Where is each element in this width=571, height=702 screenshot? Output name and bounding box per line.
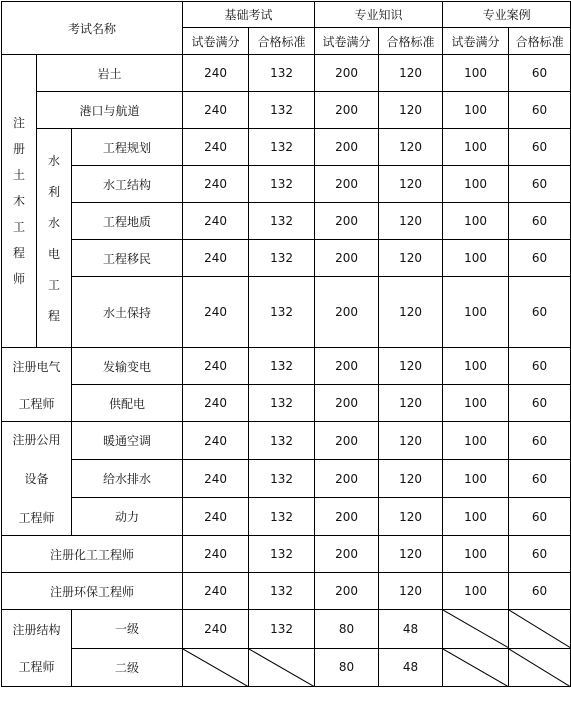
cell-value: 240 bbox=[183, 92, 249, 129]
empty-diagonal-cell bbox=[509, 648, 571, 687]
cell-value: 240 bbox=[183, 203, 249, 240]
cell-value: 240 bbox=[183, 166, 249, 203]
cell-value: 132 bbox=[249, 460, 315, 498]
empty-diagonal-cell bbox=[443, 648, 509, 687]
cell-value: 132 bbox=[249, 129, 315, 166]
cell-value: 60 bbox=[509, 385, 571, 422]
cell-value: 132 bbox=[249, 573, 315, 610]
cell-value: 200 bbox=[315, 348, 379, 385]
cell-value: 100 bbox=[443, 536, 509, 573]
cell-value: 200 bbox=[315, 573, 379, 610]
cell-value: 240 bbox=[183, 129, 249, 166]
cell-value: 132 bbox=[249, 610, 315, 649]
cell-value: 240 bbox=[183, 498, 249, 536]
cell-value: 60 bbox=[509, 536, 571, 573]
cell-value: 132 bbox=[249, 55, 315, 92]
cell-value: 100 bbox=[443, 129, 509, 166]
cell-value: 200 bbox=[315, 92, 379, 129]
cell-value: 132 bbox=[249, 536, 315, 573]
cell-value: 240 bbox=[183, 460, 249, 498]
header-full-score: 试卷满分 bbox=[315, 28, 379, 55]
cell-value: 200 bbox=[315, 498, 379, 536]
cell-value: 240 bbox=[183, 536, 249, 573]
cell-value: 120 bbox=[379, 460, 443, 498]
header-pass-standard: 合格标准 bbox=[249, 28, 315, 55]
header-exam-name: 考试名称 bbox=[2, 2, 183, 55]
cell-value: 120 bbox=[379, 536, 443, 573]
cell-value: 240 bbox=[183, 240, 249, 277]
header-pass-standard: 合格标准 bbox=[509, 28, 571, 55]
category-structural-engineer: 注册结构 工程师 bbox=[2, 610, 72, 687]
row-name: 一级 bbox=[72, 610, 183, 649]
cell-value: 132 bbox=[249, 240, 315, 277]
cell-value: 60 bbox=[509, 92, 571, 129]
cell-value: 100 bbox=[443, 348, 509, 385]
cell-value: 240 bbox=[183, 422, 249, 460]
cell-value: 132 bbox=[249, 422, 315, 460]
cell-value: 120 bbox=[379, 498, 443, 536]
header-full-score: 试卷满分 bbox=[183, 28, 249, 55]
category-water-engineering: 水 利 水 电 工 程 bbox=[37, 129, 72, 348]
row-name: 水土保持 bbox=[72, 277, 183, 348]
cell-value: 100 bbox=[443, 422, 509, 460]
header-pass-standard: 合格标准 bbox=[379, 28, 443, 55]
cell-value: 200 bbox=[315, 422, 379, 460]
cell-value: 100 bbox=[443, 460, 509, 498]
row-name: 注册环保工程师 bbox=[2, 573, 183, 610]
cell-value: 132 bbox=[249, 498, 315, 536]
cell-value: 200 bbox=[315, 166, 379, 203]
cell-value: 200 bbox=[315, 460, 379, 498]
cell-value: 240 bbox=[183, 277, 249, 348]
cell-value: 240 bbox=[183, 610, 249, 649]
cell-value: 60 bbox=[509, 240, 571, 277]
exam-score-table bbox=[1, 1, 571, 687]
cell-value: 100 bbox=[443, 277, 509, 348]
cell-value: 120 bbox=[379, 385, 443, 422]
cell-value: 48 bbox=[379, 648, 443, 687]
cell-value: 132 bbox=[249, 92, 315, 129]
cell-value: 60 bbox=[509, 55, 571, 92]
cell-value: 132 bbox=[249, 385, 315, 422]
cell-value: 80 bbox=[315, 610, 379, 649]
category-electrical-engineer: 注册电气 工程师 bbox=[2, 348, 72, 422]
cell-value: 120 bbox=[379, 277, 443, 348]
row-name: 工程地质 bbox=[72, 203, 183, 240]
cell-value: 100 bbox=[443, 385, 509, 422]
cell-value: 60 bbox=[509, 460, 571, 498]
cell-value: 200 bbox=[315, 536, 379, 573]
cell-value: 100 bbox=[443, 166, 509, 203]
cell-value: 80 bbox=[315, 648, 379, 687]
category-utility-equipment-engineer: 注册公用 设备 工程师 bbox=[2, 422, 72, 536]
row-name: 水工结构 bbox=[72, 166, 183, 203]
cell-value: 100 bbox=[443, 55, 509, 92]
cell-value: 200 bbox=[315, 55, 379, 92]
cell-value: 240 bbox=[183, 573, 249, 610]
empty-diagonal-cell bbox=[183, 648, 249, 687]
cell-value: 132 bbox=[249, 203, 315, 240]
cell-value: 100 bbox=[443, 240, 509, 277]
cell-value: 120 bbox=[379, 573, 443, 610]
header-professional-case: 专业案例 bbox=[443, 2, 571, 28]
cell-value: 100 bbox=[443, 573, 509, 610]
row-name: 工程移民 bbox=[72, 240, 183, 277]
cell-value: 200 bbox=[315, 240, 379, 277]
cell-value: 240 bbox=[183, 385, 249, 422]
cell-value: 120 bbox=[379, 55, 443, 92]
cell-value: 120 bbox=[379, 129, 443, 166]
cell-value: 240 bbox=[183, 55, 249, 92]
row-name: 暖通空调 bbox=[72, 422, 183, 460]
cell-value: 60 bbox=[509, 129, 571, 166]
cell-value: 60 bbox=[509, 203, 571, 240]
cell-value: 60 bbox=[509, 498, 571, 536]
cell-value: 100 bbox=[443, 92, 509, 129]
cell-value: 132 bbox=[249, 166, 315, 203]
cell-value: 60 bbox=[509, 348, 571, 385]
header-basic-exam: 基础考试 bbox=[183, 2, 315, 28]
cell-value: 132 bbox=[249, 348, 315, 385]
cell-value: 200 bbox=[315, 129, 379, 166]
cell-value: 120 bbox=[379, 203, 443, 240]
empty-diagonal-cell bbox=[509, 610, 571, 649]
cell-value: 120 bbox=[379, 348, 443, 385]
cell-value: 48 bbox=[379, 610, 443, 649]
cell-value: 60 bbox=[509, 573, 571, 610]
row-name: 二级 bbox=[72, 648, 183, 687]
cell-value: 200 bbox=[315, 203, 379, 240]
cell-value: 100 bbox=[443, 498, 509, 536]
header-professional-knowledge: 专业知识 bbox=[315, 2, 443, 28]
row-name: 工程规划 bbox=[72, 129, 183, 166]
cell-value: 200 bbox=[315, 277, 379, 348]
category-civil-engineer: 注 册 土 木 工 程 师 bbox=[2, 55, 37, 348]
row-name: 岩土 bbox=[37, 55, 183, 92]
row-name: 供配电 bbox=[72, 385, 183, 422]
header-full-score: 试卷满分 bbox=[443, 28, 509, 55]
row-name: 港口与航道 bbox=[37, 92, 183, 129]
row-name: 给水排水 bbox=[72, 460, 183, 498]
cell-value: 120 bbox=[379, 240, 443, 277]
empty-diagonal-cell bbox=[249, 648, 315, 687]
cell-value: 100 bbox=[443, 203, 509, 240]
row-name: 发输变电 bbox=[72, 348, 183, 385]
cell-value: 240 bbox=[183, 348, 249, 385]
cell-value: 60 bbox=[509, 277, 571, 348]
empty-diagonal-cell bbox=[443, 610, 509, 649]
row-name: 动力 bbox=[72, 498, 183, 536]
cell-value: 120 bbox=[379, 422, 443, 460]
row-name: 注册化工工程师 bbox=[2, 536, 183, 573]
cell-value: 200 bbox=[315, 385, 379, 422]
cell-value: 120 bbox=[379, 92, 443, 129]
cell-value: 132 bbox=[249, 277, 315, 348]
cell-value: 60 bbox=[509, 166, 571, 203]
cell-value: 60 bbox=[509, 422, 571, 460]
cell-value: 120 bbox=[379, 166, 443, 203]
